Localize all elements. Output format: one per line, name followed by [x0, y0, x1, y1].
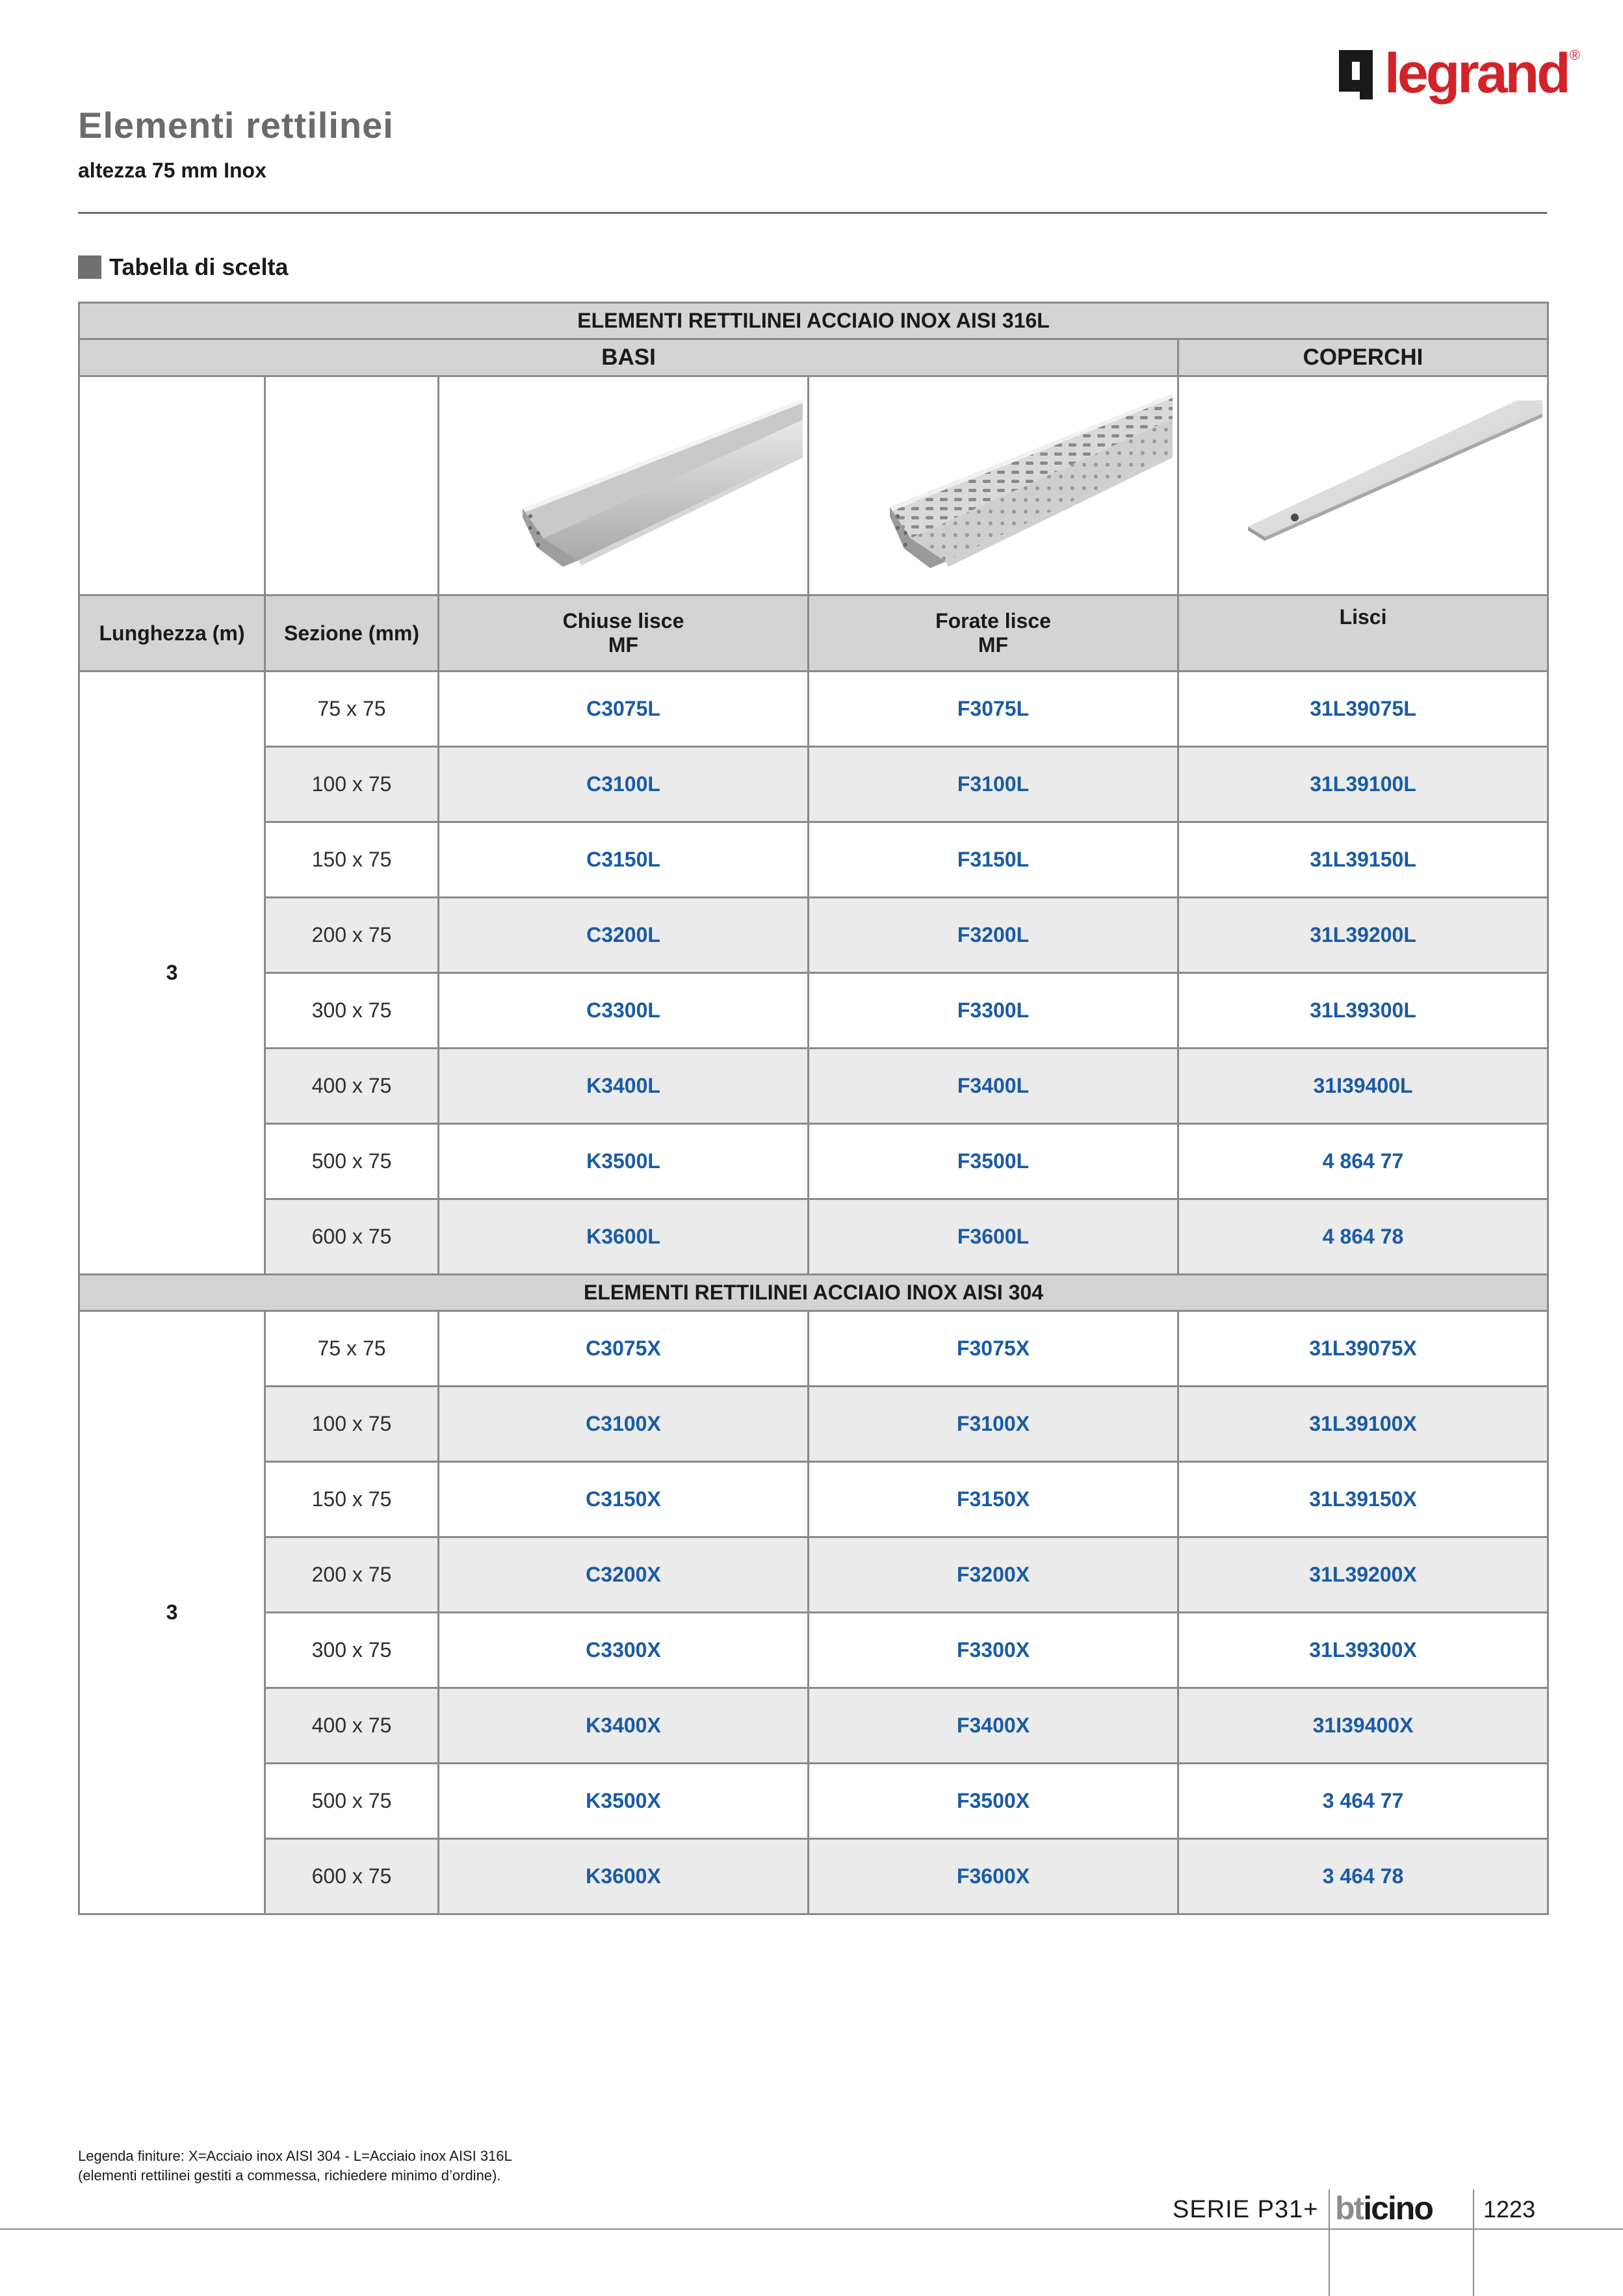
group2-title: ELEMENTI RETTILINEI ACCIAIO INOX AISI 304	[79, 1275, 1548, 1311]
page-number: 1223	[1483, 2196, 1536, 2223]
page-subtitle: altezza 75 mm Inox	[78, 159, 266, 182]
legend	[78, 2146, 512, 2185]
sezione-cell: 200 x 75	[265, 1537, 439, 1613]
sezione-cell: 300 x 75	[265, 973, 439, 1049]
forate-code-cell: F3200X	[809, 1537, 1178, 1613]
table-row	[79, 898, 1548, 973]
footer-divider	[1473, 2189, 1474, 2296]
chiuse-code-cell: C3075X	[439, 1311, 809, 1387]
lisci-code-cell: 31I39400X	[1178, 1688, 1548, 1764]
forate-code-cell: F3100L	[809, 747, 1178, 822]
legrand-mark-icon	[1339, 47, 1378, 99]
lisci-code-cell: 3 464 77	[1178, 1764, 1548, 1839]
header-forate-line2: MF	[978, 633, 1009, 657]
chiuse-code-cell: C3100L	[439, 747, 809, 822]
lisci-code-cell: 4 864 77	[1178, 1124, 1548, 1199]
header-divider	[78, 212, 1547, 214]
chiuse-code-cell: C3300L	[439, 973, 809, 1049]
lisci-code-cell: 4 864 78	[1178, 1199, 1548, 1275]
forate-code-cell: F3200L	[809, 898, 1178, 973]
table-row	[79, 1764, 1548, 1839]
lisci-code-cell: 31L39200X	[1178, 1537, 1548, 1613]
lisci-code-cell: 31L39100L	[1178, 747, 1548, 822]
sezione-cell: 600 x 75	[265, 1199, 439, 1275]
selection-table	[78, 302, 1549, 1915]
forate-code-cell: F3400L	[809, 1049, 1178, 1124]
table-row	[79, 1124, 1548, 1199]
legend-line-2: (elementi rettilinei gestiti a commessa, richiedere minimo d’ordine).	[78, 2167, 501, 2184]
length-cell-group2: 3	[79, 1311, 265, 1914]
table-row	[79, 1462, 1548, 1537]
closed-tray-image	[439, 376, 809, 595]
chiuse-code-cell: C3200X	[439, 1537, 809, 1613]
sezione-cell: 100 x 75	[265, 1387, 439, 1462]
table-row	[79, 1537, 1548, 1613]
chiuse-code-cell: K3500L	[439, 1124, 809, 1199]
closed-tray-icon	[439, 377, 809, 591]
lisci-code-cell: 31L39200L	[1178, 898, 1548, 973]
bticino-logo-icino: icino	[1363, 2190, 1433, 2226]
empty-image-cell	[265, 376, 439, 595]
chiuse-code-cell: K3400L	[439, 1049, 809, 1124]
coperchi-header: COPERCHI	[1178, 339, 1548, 376]
forate-code-cell: F3300X	[809, 1613, 1178, 1688]
chiuse-code-cell: C3150L	[439, 822, 809, 898]
cover-image	[1178, 376, 1548, 595]
lisci-code-cell: 31L39075X	[1178, 1311, 1548, 1387]
table-row	[79, 747, 1548, 822]
header-lisci: Lisci	[1178, 595, 1548, 672]
table-row	[79, 1613, 1548, 1688]
length-cell-group1: 3	[79, 672, 265, 1275]
forate-code-cell: F3600X	[809, 1839, 1178, 1914]
forate-code-cell: F3600L	[809, 1199, 1178, 1275]
table-row	[79, 973, 1548, 1049]
lisci-code-cell: 31L39300L	[1178, 973, 1548, 1049]
table-row	[79, 1387, 1548, 1462]
forate-code-cell: F3300L	[809, 973, 1178, 1049]
header-lunghezza: Lunghezza (m)	[79, 595, 265, 672]
sezione-cell: 500 x 75	[265, 1124, 439, 1199]
chiuse-code-cell: C3200L	[439, 898, 809, 973]
header-sezione: Sezione (mm)	[265, 595, 439, 672]
sezione-cell: 150 x 75	[265, 822, 439, 898]
sezione-cell: 400 x 75	[265, 1049, 439, 1124]
forate-code-cell: F3075X	[809, 1311, 1178, 1387]
sezione-cell: 400 x 75	[265, 1688, 439, 1764]
sezione-cell: 150 x 75	[265, 1462, 439, 1537]
header-forate-line1: Forate lisce	[935, 609, 1051, 633]
lisci-code-cell: 31L39075L	[1178, 672, 1548, 747]
sezione-cell: 600 x 75	[265, 1839, 439, 1914]
chiuse-code-cell: K3600X	[439, 1839, 809, 1914]
forate-code-cell: F3400X	[809, 1688, 1178, 1764]
chiuse-code-cell: C3075L	[439, 672, 809, 747]
empty-image-cell	[79, 376, 265, 595]
header-chiuse-line1: Chiuse lisce	[562, 609, 684, 633]
lisci-code-cell: 31L39150X	[1178, 1462, 1548, 1537]
section-title: Tabella di scelta	[109, 254, 289, 280]
table-row	[79, 1688, 1548, 1764]
forate-code-cell: F3150X	[809, 1462, 1178, 1537]
perforated-tray-image	[809, 376, 1178, 595]
section-heading	[78, 254, 288, 281]
brand-reg: ®	[1569, 47, 1580, 63]
chiuse-code-cell: K3400X	[439, 1688, 809, 1764]
table-row	[79, 672, 1548, 747]
legend-line-1: Legenda finiture: X=Acciaio inox AISI 304 - L=Acciaio inox AISI 316L	[78, 2148, 512, 2164]
lisci-code-cell: 31I39400L	[1178, 1049, 1548, 1124]
lisci-code-cell: 3 464 78	[1178, 1839, 1548, 1914]
sezione-cell: 200 x 75	[265, 898, 439, 973]
forate-code-cell: F3500X	[809, 1764, 1178, 1839]
forate-code-cell: F3100X	[809, 1387, 1178, 1462]
forate-code-cell: F3075L	[809, 672, 1178, 747]
footer-rule	[0, 2228, 1623, 2230]
bticino-logo	[1335, 2192, 1433, 2224]
page-title: Elementi rettilinei	[78, 105, 394, 146]
sezione-cell: 300 x 75	[265, 1613, 439, 1688]
forate-code-cell: F3500L	[809, 1124, 1178, 1199]
sezione-cell: 500 x 75	[265, 1764, 439, 1839]
brand-name: legrand	[1384, 42, 1568, 105]
footer-serie: SERIE P31+	[1173, 2196, 1319, 2223]
perforated-tray-icon	[809, 377, 1179, 591]
lisci-code-cell: 31L39100X	[1178, 1387, 1548, 1462]
bticino-logo-bt: bt	[1335, 2190, 1364, 2226]
lisci-code-cell: 31L39300X	[1178, 1613, 1548, 1688]
basi-header: BASI	[79, 339, 1178, 376]
chiuse-code-cell: C3100X	[439, 1387, 809, 1462]
legrand-logo	[1339, 44, 1580, 103]
section-square-icon	[78, 255, 101, 279]
footer-divider	[1329, 2189, 1330, 2296]
table-row	[79, 1049, 1548, 1124]
table-row	[79, 1839, 1548, 1914]
chiuse-code-cell: C3150X	[439, 1462, 809, 1537]
lisci-code-cell: 31L39150L	[1178, 822, 1548, 898]
chiuse-code-cell: K3600L	[439, 1199, 809, 1275]
chiuse-code-cell: K3500X	[439, 1764, 809, 1839]
group1-title: ELEMENTI RETTILINEI ACCIAIO INOX AISI 316L	[79, 303, 1548, 339]
header-forate	[809, 595, 1178, 672]
cover-icon	[1179, 377, 1549, 591]
header-chiuse-line2: MF	[608, 633, 639, 657]
forate-code-cell: F3150L	[809, 822, 1178, 898]
sezione-cell: 75 x 75	[265, 1311, 439, 1387]
table-row	[79, 1199, 1548, 1275]
sezione-cell: 75 x 75	[265, 672, 439, 747]
table-row	[79, 822, 1548, 898]
sezione-cell: 100 x 75	[265, 747, 439, 822]
header-chiuse	[439, 595, 809, 672]
table-row	[79, 1311, 1548, 1387]
chiuse-code-cell: C3300X	[439, 1613, 809, 1688]
